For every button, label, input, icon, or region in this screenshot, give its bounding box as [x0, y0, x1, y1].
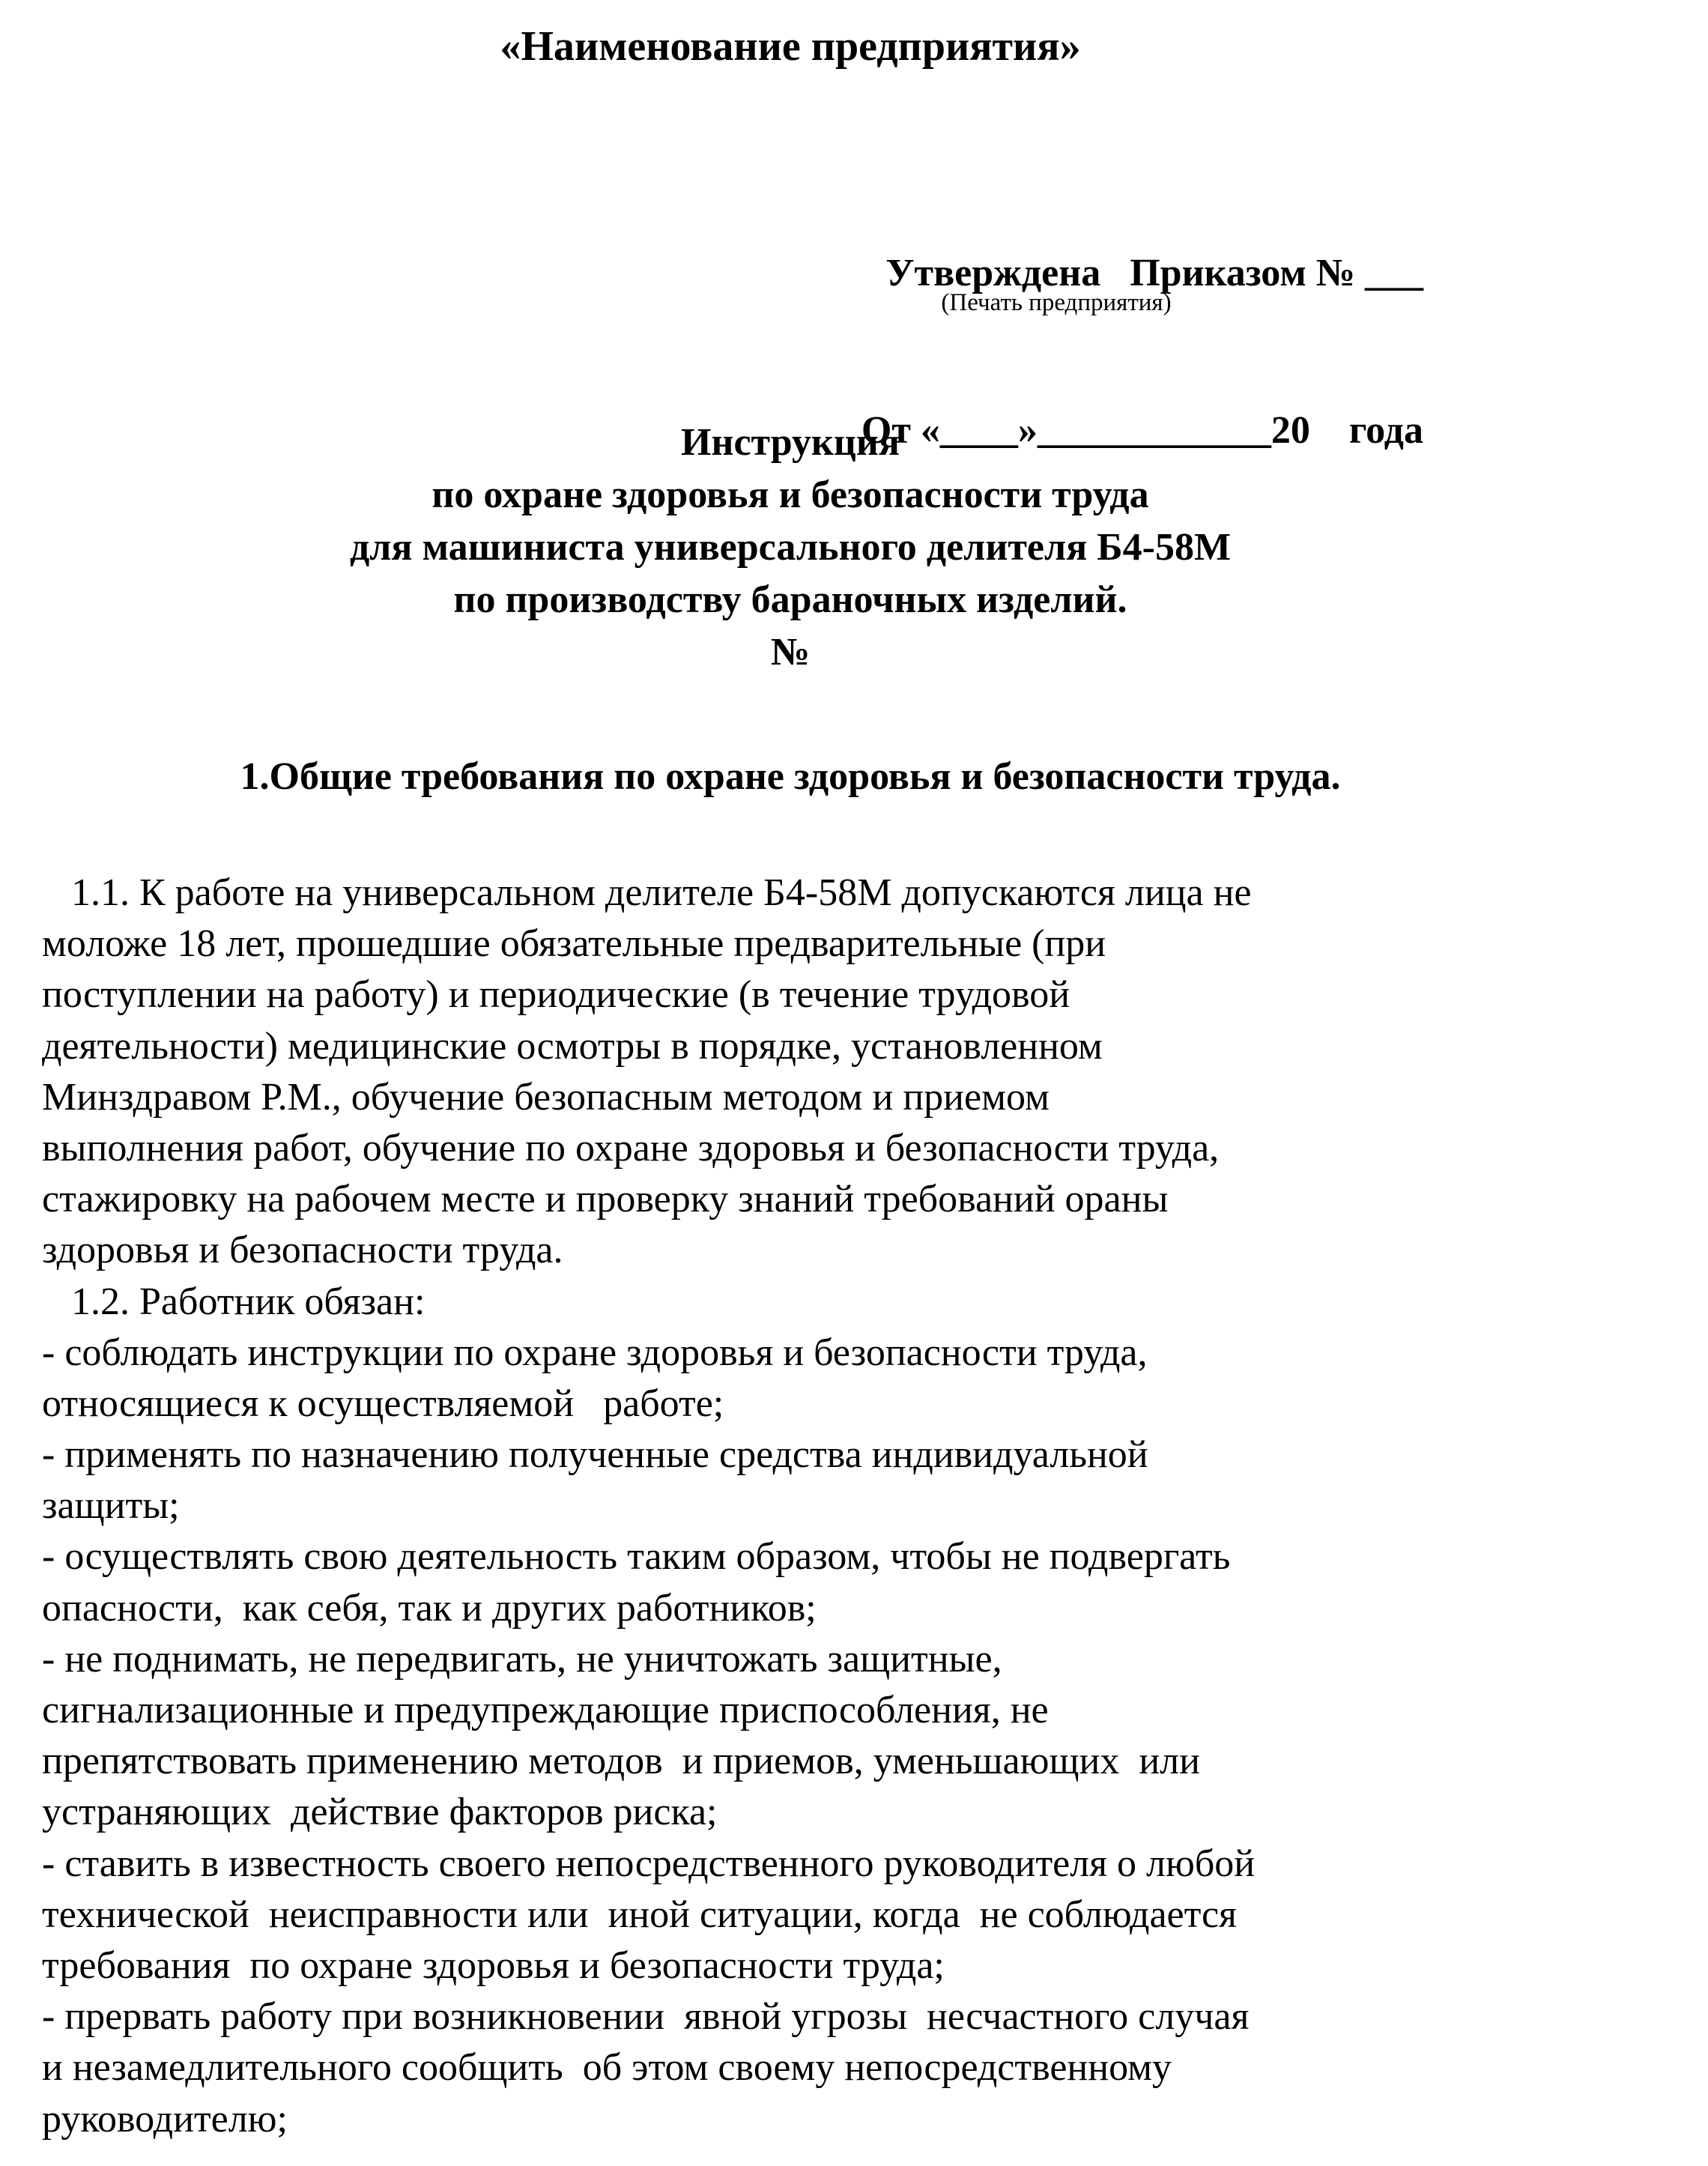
company-name: «Наименование предприятия» [500, 23, 1081, 70]
body-line: 1.2. Работник обязан: [42, 1280, 426, 1323]
body-line: стажировку на рабочем месте и проверку знаний требований ораны [42, 1178, 1169, 1221]
body-line: поступлении на работу) и периодические (в течение трудовой [42, 973, 1070, 1017]
body-line: устраняющих действие факторов риска; [42, 1791, 718, 1834]
approval-order-line: Утверждена Приказом № ___ [885, 252, 1423, 294]
body-line: и незамедлительного сообщить об этом своему непосредственному [42, 2046, 1172, 2090]
body-line: деятельности) медицинские осмотры в порядке, установленном [42, 1024, 1103, 1068]
title-line-1: Инструкция [681, 421, 900, 464]
title-number: № [770, 631, 811, 674]
section-body [42, 868, 1540, 2145]
body-line: - осуществлять свою деятельность таким образом, чтобы не подвергать [42, 1535, 1231, 1579]
title-line-2: по охране здоровья и безопасности труда [431, 474, 1149, 516]
body-line: - ставить в известность своего непосредственного руководителя о любой [42, 1842, 1256, 1885]
body-line: сигнализационные и предупреждающие приспособления, не [42, 1689, 1049, 1731]
body-line: относящиеся к осуществляемой работе; [42, 1382, 724, 1425]
stamp-placeholder: (Печать предприятия) [941, 289, 1172, 316]
body-line: 1.1. К работе на универсальном делителе Б4-58М допускаются лица не [42, 871, 1252, 914]
body-line: моложе 18 лет, прошедшие обязательные предварительные (при [42, 922, 1106, 966]
approval-date-line: От «____»____________20 года [861, 409, 1423, 452]
body-line: - соблюдать инструкции по охране здоровья и безопасности труда, [42, 1331, 1148, 1374]
body-line: технической неисправности или иной ситуации, когда не соблюдается [42, 1893, 1237, 1936]
body-line: препятствовать применению методов и приемов, уменьшающих или [42, 1740, 1200, 1783]
body-line: выполнения работ, обучение по охране здоровья и безопасности труда, [42, 1126, 1220, 1170]
body-line: защиты; [42, 1484, 180, 1528]
body-line: руководителю; [42, 2097, 288, 2141]
title-line-4: по производству бараночных изделий. [453, 578, 1127, 621]
body-line: опасности, как себя, так и других работников; [42, 1586, 817, 1630]
document-title [0, 417, 1581, 679]
body-line: требования по охране здоровья и безопасности труда; [42, 1943, 945, 1987]
section-heading: 1.Общие требования по охране здоровья и безопасности труда. [240, 755, 1341, 798]
body-line: - прервать работу при возникновении явной угрозы несчастного случая [42, 1995, 1250, 2039]
body-line: - применять по назначению полученные средства индивидуальной [42, 1433, 1148, 1477]
body-line: Минздравом Р.М., обучение безопасным методом и приемом [42, 1075, 1050, 1119]
body-line: здоровья и безопасности труда. [42, 1229, 563, 1272]
title-line-3: для машиниста универсального делителя Б4-58М [349, 526, 1232, 569]
body-line: - не поднимать, не передвигать, не уничтожать защитные, [42, 1637, 1002, 1681]
